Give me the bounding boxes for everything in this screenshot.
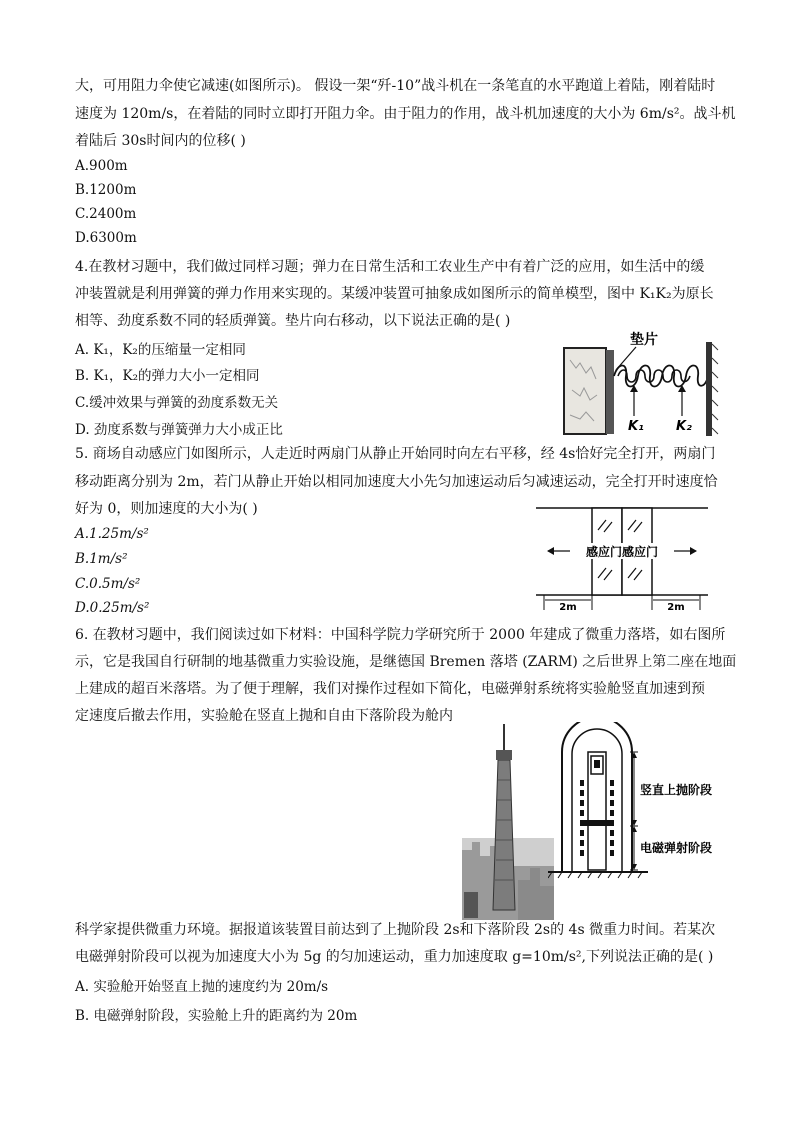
q3-option-a: A.900m — [75, 158, 128, 174]
q5-option-b: B.1m/s² — [75, 551, 128, 567]
q4-text-line1: 4.在教材习题中，我们做过同样习题；弹力在日常生活和工农业生产中有着广泛的应用，如生活中的缓 — [75, 259, 705, 275]
q4-text-line2: 冲装置就是利用弹簧的弹力作用来实现的。某缓冲装置可抽象成如图所示的简单模型，图中 K₁K₂为原长 — [75, 286, 714, 302]
drop-tower-photo — [462, 720, 554, 920]
em-stage-label: 电磁弹射阶段 — [640, 841, 713, 855]
left-move-arrowhead — [547, 547, 554, 555]
building-dark — [464, 892, 478, 918]
wall-hatch — [712, 344, 718, 434]
door-label: 感应门感应门 — [585, 545, 659, 559]
q4-option-a: A. K₁，K₂的压缩量一定相同 — [75, 342, 246, 358]
q6-text-line2: 示，它是我国自行研制的地基微重力实验设施，是继德国 Bremen 落塔 (ZARM) 之后世界上第二座在地面 — [75, 654, 737, 670]
q5-text-line2: 移动距离分别为 2m，若门从静止开始以相同加速度大小先匀加速运动后匀减速运动，完全打开时速度恰 — [75, 474, 718, 490]
q4-option-d: D. 劲度系数与弹簧弹力大小成正比 — [75, 422, 283, 438]
outer-spring-k1 — [614, 366, 708, 387]
capsule-window — [594, 760, 600, 768]
q6-option-a: A. 实验舱开始竖直上抛的速度约为 20m/s — [75, 979, 329, 995]
left-dim-label: 2m — [559, 602, 577, 613]
q5-option-c: C.0.5m/s² — [75, 576, 141, 592]
wall — [706, 342, 712, 436]
right-move-arrowhead — [690, 547, 697, 555]
q4-option-b: B. K₁，K₂的弹力大小一定相同 — [75, 368, 260, 384]
q6-text-line6: 电磁弹射阶段可以视为加速度大小为 5g 的匀加速运动，重力加速度取 g=10m/s²,下列说法正确的是( ) — [75, 949, 714, 965]
q6-text-line1: 6. 在教材习题中，我们阅读过如下材料：中国科学院力学研究所于 2000 年建成了微重力落塔，如右图所 — [75, 627, 726, 643]
buffer-device-figure — [560, 330, 720, 440]
q5-option-a: A.1.25m/s² — [75, 526, 149, 542]
q6-text-line5: 科学家提供微重力环境。据报道该装置目前达到了上抛阶段 2s和下落阶段 2s的 4s 微重力时间。若某次 — [75, 922, 716, 938]
drop-tower-diagram — [548, 722, 726, 880]
q4-text-line3: 相等、劲度系数不同的轻质弹簧。垫片向右移动，以下说法正确的是( ) — [75, 313, 511, 329]
q5-option-d: D.0.25m/s² — [75, 600, 150, 616]
q6-text-line3: 上建成的超百米落塔。为了便于理解，我们对操作过程如下简化，电磁弹射系统将实验舱竖直加速到预 — [75, 681, 705, 697]
sliding-door-figure — [532, 502, 712, 614]
q3-text-line3: 着陆后 30s时间内的位移( ) — [75, 133, 246, 149]
q3-option-d: D.6300m — [75, 230, 137, 246]
q3-option-c: C.2400m — [75, 206, 137, 222]
pad-label: 垫片 — [630, 332, 658, 348]
q5-text-line3: 好为 0，则加速度的大小为( ) — [75, 501, 258, 517]
k2-label: K₂ — [676, 419, 692, 434]
tower-top — [496, 750, 512, 760]
q5-text-line1: 5. 商场自动感应门如图所示，人走近时两扇门从静止开始同时向左右平移，经 4s恰好完全打开，两扇门 — [75, 446, 716, 462]
q3-option-b: B.1200m — [75, 182, 137, 198]
em-plate — [584, 820, 610, 826]
pad-plate — [606, 350, 614, 434]
right-dim-label: 2m — [667, 602, 685, 613]
q4-option-c: C.缓冲效果与弹簧的劲度系数无关 — [75, 395, 279, 411]
q6-text-line4: 定速度后撤去作用，实验舱在竖直上抛和自由下落阶段为舱内 — [75, 708, 453, 724]
upthrow-stage-label: 竖直上抛阶段 — [640, 783, 713, 797]
q3-text-line2: 速度为 120m/s，在着陆的同时立即打开阻力伞。由于阻力的作用，战斗机加速度的大小为 6m/s²。战斗机 — [75, 106, 736, 122]
k1-label: K₁ — [628, 419, 644, 434]
inner-spring-k2 — [618, 370, 690, 382]
q6-option-b: B. 电磁弹射阶段，实验舱上升的距离约为 20m — [75, 1008, 358, 1024]
q3-text-line1: 大，可用阻力伞使它减速(如图所示)。 假设一架“歼-10”战斗机在一条笔直的水平跑道上着陆，刚着陆时 — [75, 78, 716, 94]
